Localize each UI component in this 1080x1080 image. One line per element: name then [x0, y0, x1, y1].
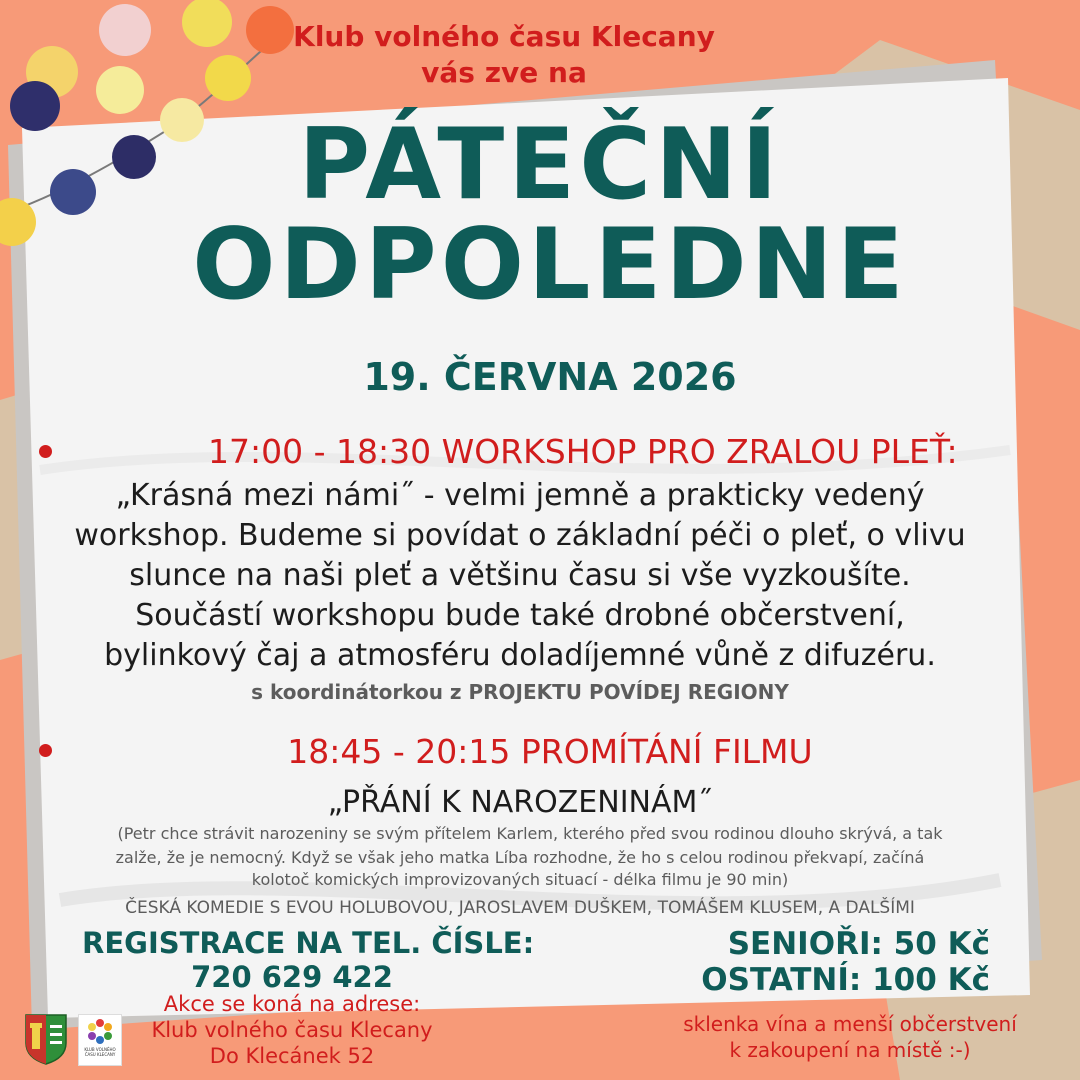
- town-coat-of-arms-logo: [24, 1013, 68, 1065]
- workshop-coordinator: s koordinátorkou z PROJEKTU POVÍDEJ REGIONY: [251, 680, 789, 704]
- club-logo-mark: [79, 1015, 121, 1047]
- workshop-heading: 17:00 - 18:30 WORKSHOP PRO ZRALOU PLEŤ:: [208, 432, 958, 471]
- club-name-header: Klub volného času Klecany: [293, 20, 715, 53]
- address-intro: Akce se koná na adrese:: [163, 992, 421, 1016]
- address-place: Klub volného času Klecany: [151, 1018, 433, 1042]
- price-others: OSTATNÍ: 100 Kč: [701, 962, 990, 998]
- workshop-description-line: bylinkový čaj a atmosféru doladíjemné vůně z difuzéru.: [104, 638, 936, 673]
- workshop-description-line: slunce na naši pleť a většinu času si vše vyzkoušíte.: [129, 558, 911, 593]
- refreshments-line: sklenka vína a menší občerstvení: [683, 1012, 1017, 1036]
- workshop-description-line: „Krásná mezi námi˝ - velmi jemně a prakticky vedený: [115, 478, 925, 513]
- film-title: „PŘÁNÍ K NAROZENINÁM˝: [327, 785, 713, 820]
- price-seniors: SENIOŘI: 50 Kč: [727, 926, 990, 962]
- page-title-line1: PÁTEČNÍ: [298, 108, 782, 222]
- club-logo: [78, 1014, 122, 1066]
- registration-phone: 720 629 422: [191, 960, 393, 994]
- club-logo-text: KLUB VOLNÉHO ČASU KLECANY: [84, 1047, 116, 1057]
- film-cast: ČESKÁ KOMEDIE S EVOU HOLUBOVOU, JAROSLAVEM DUŠKEM, TOMÁŠEM KLUSEM, A DALŠÍMI: [125, 898, 915, 918]
- workshop-description-line: workshop. Budeme si povídat o základní péči o pleť, o vlivu: [74, 518, 966, 553]
- event-date: 19. ČERVNA 2026: [363, 355, 737, 399]
- film-synopsis-line: kolotoč komických improvizovaných situací - délka filmu je 90 min): [251, 870, 789, 889]
- invite-line: vás zve na: [421, 56, 587, 89]
- address-street: Do Klecánek 52: [209, 1044, 375, 1068]
- workshop-description-line: Součástí workshopu bude také drobné občerstvení,: [135, 598, 905, 633]
- registration-label: REGISTRACE NA TEL. ČÍSLE:: [82, 926, 535, 960]
- film-synopsis-line: (Petr chce strávit narozeniny se svým přítelem Karlem, kterého před svou rodinou dlouho skrývá, a tak: [117, 824, 943, 843]
- page-title-line2: ODPOLEDNE: [192, 208, 908, 322]
- film-heading: 18:45 - 20:15 PROMÍTÁNÍ FILMU: [287, 732, 813, 771]
- bullet-dot: [39, 445, 52, 458]
- film-synopsis-line: zalže, že je nemocný. Když se však jeho matka Líba rozhodne, že ho s celou rodinou překvapí, začíná: [115, 848, 925, 867]
- refreshments-line: k zakoupení na místě :-): [729, 1038, 971, 1062]
